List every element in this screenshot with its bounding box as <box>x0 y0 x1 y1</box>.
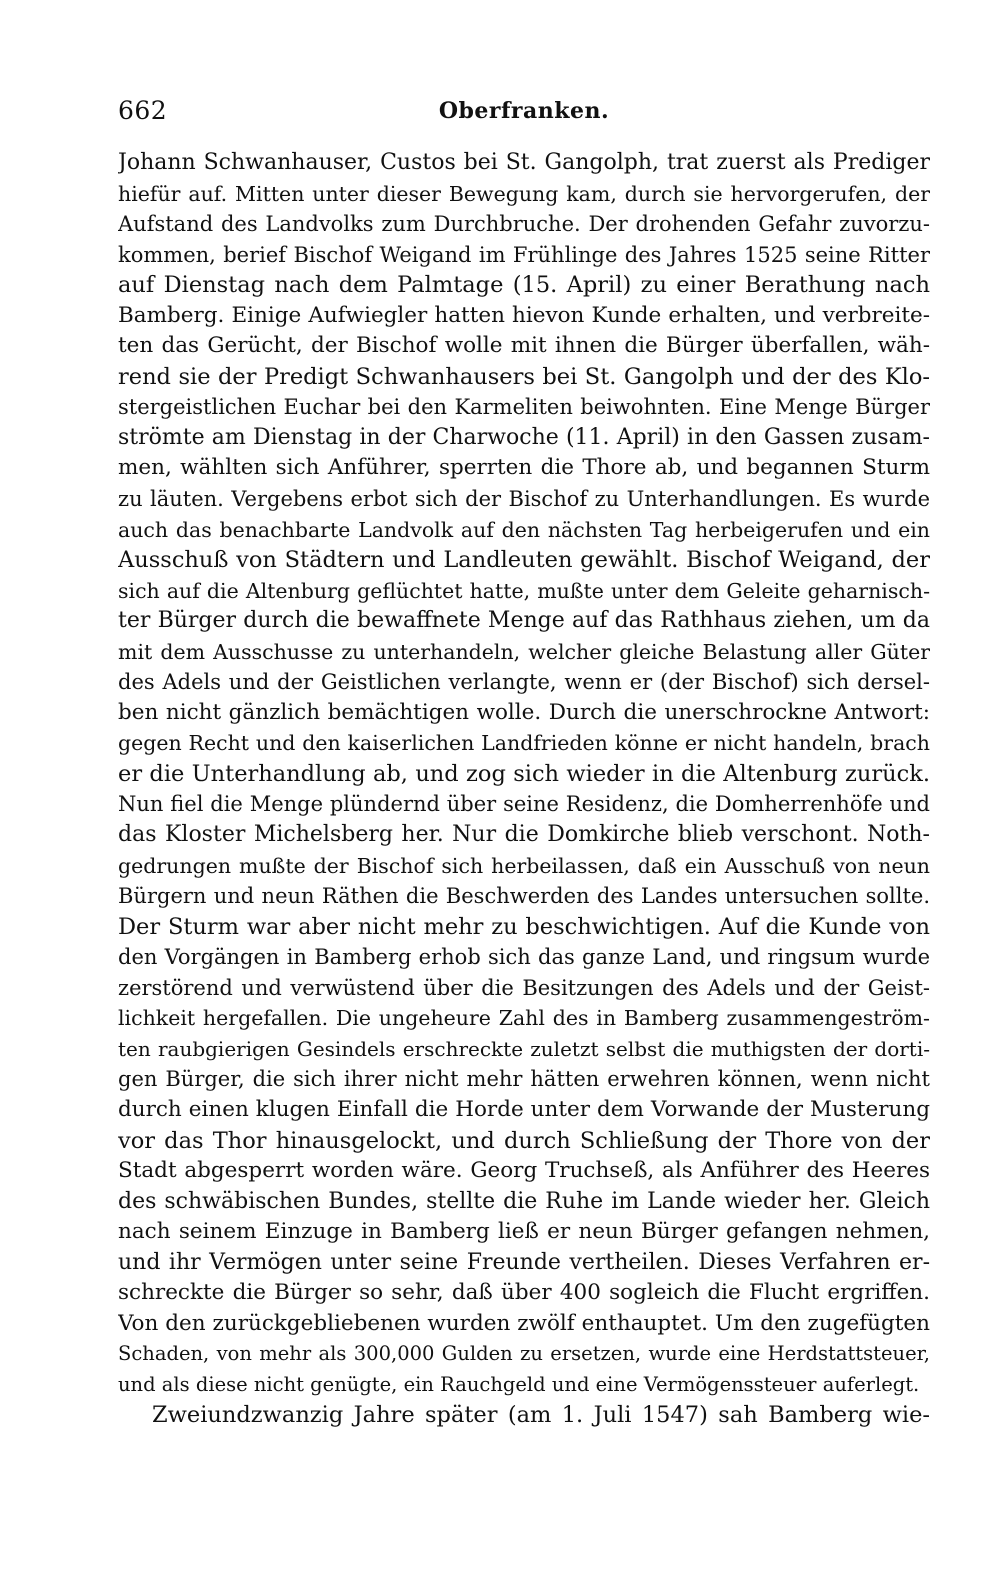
text-line: das Kloster Michelsberg her. Nur die Domkirche blieb verschont. Noth- <box>118 822 930 848</box>
text-line: gen Bürger, die sich ihrer nicht mehr hätten erwehren können, wenn nicht <box>118 1067 930 1092</box>
text-line: ten das Gerücht, der Bischof wolle mit ihnen die Bürger überfallen, wäh- <box>118 333 930 359</box>
text-line: durch einen klugen Einfall die Horde unter dem Vorwande der Musterung <box>118 1096 930 1122</box>
page-number: 662 <box>118 96 168 125</box>
text-line: auf Dienstag nach dem Palmtage (15. April) zu einer Berathung nach <box>118 272 930 299</box>
text-line: vor das Thor hinausgelockt, und durch Schließung der Thore von der <box>118 1127 930 1154</box>
text-line: er die Unterhandlung ab, und zog sich wieder in die Altenburg zurück. <box>118 760 930 787</box>
text-line: kommen, berief Bischof Weigand im Frühlinge des Jahres 1525 seine Ritter <box>118 242 930 267</box>
text-line: Bamberg. Einige Aufwiegler hatten hievon Kunde erhalten, und verbreite- <box>118 302 930 328</box>
text-line: und als diese nicht genügte, ein Rauchgeld und eine Vermögenssteuer auferlegt. <box>118 1372 920 1396</box>
text-line-paragraph-start: Zweiundzwanzig Jahre später (am 1. Juli 1547) sah Bamberg wie- <box>152 1402 930 1429</box>
text-line: zerstörend und verwüstend über die Besitzungen des Adels und der Geist- <box>118 975 930 1000</box>
text-line: ben nicht gänzlich bemächtigen wolle. Durch die unerschrockne Antwort: <box>118 699 930 725</box>
text-line: auch das benachbarte Landvolk auf den nächsten Tag herbeigerufen und ein <box>118 517 930 542</box>
text-line: des Adels und der Geistlichen verlangte, wenn er (der Bischof) sich dersel- <box>118 670 930 695</box>
text-line: sich auf die Altenburg geflüchtet hatte, mußte unter dem Geleite geharnisch- <box>118 578 930 603</box>
text-line: strömte am Dienstag in der Charwoche (11. April) in den Gassen zusam- <box>118 424 930 450</box>
text-line: Schaden, von mehr als 300,000 Gulden zu ersetzen, wurde eine Herdstattsteuer, <box>118 1342 930 1366</box>
text-line: lichkeit hergefallen. Die ungeheure Zahl des in Bamberg zusammengeström- <box>118 1006 930 1031</box>
text-line: rend sie der Predigt Schwanhausers bei St. Gangolph und der des Klo- <box>118 363 930 390</box>
page-header <box>118 96 930 136</box>
text-line: gedrungen mußte der Bischof sich herbeilassen, daß ein Ausschuß von neun <box>118 853 930 878</box>
text-line: men, wählten sich Anführer, sperrten die Thore ab, und begannen Sturm <box>118 455 930 481</box>
text-line: hiefür auf. Mitten unter dieser Bewegung kam, durch sie hervorgerufen, der <box>118 181 930 206</box>
text-line: des schwäbischen Bundes, stellte die Ruhe im Lande wieder her. Gleich <box>118 1188 930 1214</box>
text-line: und ihr Vermögen unter seine Freunde vertheilen. Dieses Verfahren er- <box>118 1249 930 1275</box>
text-line: Der Sturm war aber nicht mehr zu beschwichtigen. Auf die Kunde von <box>118 913 930 940</box>
text-line: stergeistlichen Euchar bei den Karmeliten beiwohnten. Eine Menge Bürger <box>118 395 930 420</box>
text-line: zu läuten. Vergebens erbot sich der Bischof zu Unterhandlungen. Es wurde <box>118 487 930 512</box>
text-line: den Vorgängen in Bamberg erhob sich das ganze Land, und ringsum wurde <box>118 945 930 970</box>
text-line: ten raubgierigen Gesindels erschreckte zuletzt selbst die muthigsten der dorti- <box>118 1036 930 1061</box>
text-line: Ausschuß von Städtern und Landleuten gewählt. Bischof Weigand, der <box>118 547 930 574</box>
text-line: Johann Schwanhauser, Custos bei St. Gangolph, trat zuerst als Prediger <box>118 150 930 175</box>
text-line: nach seinem Einzuge in Bamberg ließ er neun Bürger gefangen nehmen, <box>118 1219 930 1245</box>
text-line: Von den zurückgebliebenen wurden zwölf enthauptet. Um den zugefügten <box>118 1310 930 1336</box>
text-line: Aufstand des Landvolks zum Durchbruche. Der drohenden Gefahr zuvorzu- <box>118 212 930 237</box>
text-line: Nun fiel die Menge plündernd über seine Residenz, die Domherrenhöfe und <box>118 792 930 817</box>
text-line: gegen Recht und den kaiserlichen Landfrieden könne er nicht handeln, brach <box>118 731 930 756</box>
body-text <box>118 148 930 1431</box>
running-head: Oberfranken. <box>438 98 610 124</box>
text-line: ter Bürger durch die bewaffnete Menge auf das Rathhaus ziehen, um da <box>118 608 930 634</box>
text-line: schreckte die Bürger so sehr, daß über 400 sogleich die Flucht ergriffen. <box>118 1280 930 1306</box>
text-line: Bürgern und neun Räthen die Beschwerden des Landes untersuchen sollte. <box>118 884 930 909</box>
text-line: Stadt abgesperrt worden wäre. Georg Truchseß, als Anführer des Heeres <box>118 1158 930 1184</box>
text-line: mit dem Ausschusse zu unterhandeln, welcher gleiche Belastung aller Güter <box>118 639 930 664</box>
